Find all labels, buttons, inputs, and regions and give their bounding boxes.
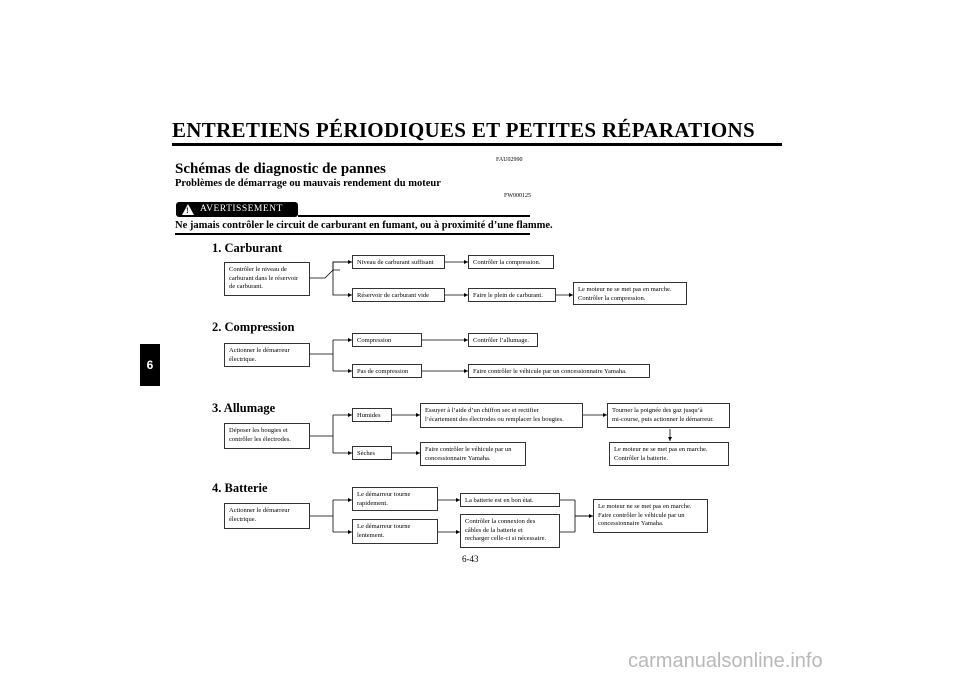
ignition-dealer-box: Faire contrôler le véhicule par un concessionnaire Yamaha. <box>420 442 526 466</box>
battery-result-box: Le moteur ne se met pas en marche. Faire contrôler le véhicule par un concessionnaire Yamaha. <box>593 499 708 533</box>
ignition-final-box: Le moteur ne se met pas en marche. Contrôler la batterie. <box>609 442 729 466</box>
section-subtitle: Problèmes de démarrage ou mauvais rendement du moteur <box>175 178 441 189</box>
ignition-wet-box: Humides <box>352 408 392 422</box>
compression-dealer-box: Faire contrôler le véhicule par un concessionnaire Yamaha. <box>468 364 650 378</box>
exclamation-icon: ! <box>186 206 189 215</box>
compression-start-box: Actionner le démarreur électrique. <box>224 343 310 367</box>
ignition-start-box: Déposer les bougies et contrôler les électrodes. <box>224 423 310 449</box>
compression-title: 2. Compression <box>212 320 295 334</box>
battery-slow-box: Le démarreur tourne lentement. <box>352 519 438 544</box>
section-title: Schémas de diagnostic de pannes <box>175 161 386 177</box>
warning-text: Ne jamais contrôler le circuit de carburant en fumant, ou à proximité d’une flamme. <box>175 220 553 231</box>
battery-check-cables-box: Contrôler la connexion des câbles de la batterie et recharger celle-ci si nécessaire. <box>460 514 560 548</box>
chapter-tab: 6 <box>140 344 160 386</box>
ignition-throttle-box: Tourner la poignée des gaz jusqu’à mi-course, puis actionner le démarreur. <box>607 403 730 428</box>
fuel-start-box: Contrôler le niveau de carburant dans le réservoir de carburant. <box>224 262 310 296</box>
warning-code: FW000125 <box>504 193 531 199</box>
battery-title: 4. Batterie <box>212 481 268 495</box>
fuel-title: 1. Carburant <box>212 241 283 255</box>
ignition-dry-box: Sèches <box>352 446 392 460</box>
battery-start-box: Actionner le démarreur électrique. <box>224 503 310 529</box>
ignition-clean-box: Essuyer à l’aide d’un chiffon sec et rectifier l’écartement des électrodes ou remplacer les bougies. <box>420 403 583 428</box>
fuel-sufficient-box: Niveau de carburant suffisant <box>352 255 445 269</box>
page-number: 6-43 <box>462 554 479 564</box>
fuel-refill-box: Faire le plein de carburant. <box>468 288 556 302</box>
compression-check-ignition-box: Contrôler l’allumage. <box>468 333 538 347</box>
compression-none-box: Pas de compression <box>352 364 422 378</box>
fuel-check-compression-box: Contrôler la compression. <box>468 255 554 269</box>
compression-ok-box: Compression <box>352 333 422 347</box>
page-header-title: ENTRETIENS PÉRIODIQUES ET PETITES RÉPARATIONS <box>172 118 755 142</box>
section-code: FAU02990 <box>496 157 523 163</box>
battery-ok-box: La batterie est en bon état. <box>460 493 560 507</box>
ignition-title: 3. Allumage <box>212 401 276 415</box>
battery-fast-box: Le démarreur tourne rapidement. <box>352 487 438 511</box>
fuel-result-box: Le moteur ne se met pas en marche. Contrôler la compression. <box>573 282 687 305</box>
watermark: carmanualsonline.info <box>628 650 823 672</box>
fuel-empty-box: Réservoir de carburant vide <box>352 288 445 302</box>
warning-badge-label: AVERTISSEMENT <box>200 204 283 214</box>
